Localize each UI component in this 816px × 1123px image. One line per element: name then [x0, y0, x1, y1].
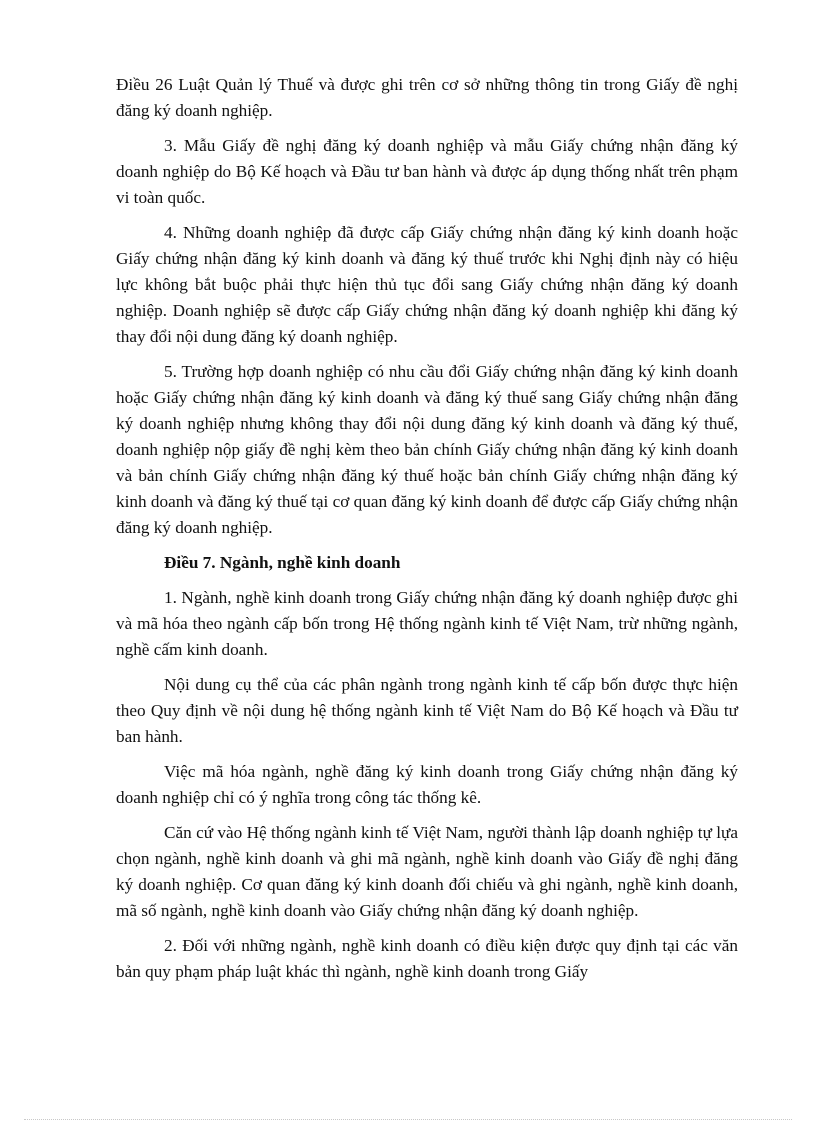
- paragraph-article-7-clause-1: 1. Ngành, nghề kinh doanh trong Giấy chứng nhận đăng ký doanh nghiệp được ghi và mã hóa theo ngành cấp bốn trong Hệ thống ngành kinh tế Việt Nam, trừ những ngành, nghề cấm kinh doanh.: [116, 588, 738, 659]
- paragraph-coding-purpose: Việc mã hóa ngành, nghề đăng ký kinh doanh trong Giấy chứng nhận đăng ký doanh nghiệp chỉ có ý nghĩa trong công tác thống kê.: [116, 762, 738, 807]
- paragraph-clause-4: 4. Những doanh nghiệp đã được cấp Giấy chứng nhận đăng ký kinh doanh hoặc Giấy chứng nhận đăng ký kinh doanh và đăng ký thuế trước khi Nghị định này có hiệu lực không bắt buộc phải thực hiện thủ tục đổi sang Giấy chứng nhận đăng ký doanh nghiệp. Doanh nghiệp sẽ được cấp Giấy chứng nhận đăng ký doanh nghiệp khi đăng ký thay đổi nội dung đăng ký doanh nghiệp.: [116, 223, 738, 346]
- paragraph-founder-selection: Căn cứ vào Hệ thống ngành kinh tế Việt Nam, người thành lập doanh nghiệp tự lựa chọn ngành, nghề kinh doanh và ghi mã ngành, nghề kinh doanh vào Giấy đề nghị đăng ký doanh nghiệp. Cơ quan đăng ký kinh doanh đối chiếu và ghi ngành, nghề kinh doanh, mã số ngành, nghề kinh doanh vào Giấy chứng nhận đăng ký doanh nghiệp.: [116, 823, 738, 920]
- paragraph-continuation: Điều 26 Luật Quản lý Thuế và được ghi trên cơ sở những thông tin trong Giấy đề nghị đăng ký doanh nghiệp.: [116, 75, 738, 120]
- document-body: [116, 72, 738, 994]
- page-bottom-divider: [24, 1119, 792, 1120]
- article-7-heading: Điều 7. Ngành, nghề kinh doanh: [164, 553, 401, 572]
- paragraph-clause-3: 3. Mẫu Giấy đề nghị đăng ký doanh nghiệp và mẫu Giấy chứng nhận đăng ký doanh nghiệp do Bộ Kế hoạch và Đầu tư ban hành và được áp dụng thống nhất trên phạm vi toàn quốc.: [116, 136, 738, 207]
- paragraph-article-7-clause-2: 2. Đối với những ngành, nghề kinh doanh có điều kiện được quy định tại các văn bản quy phạm pháp luật khác thì ngành, nghề kinh doanh trong Giấy: [116, 936, 738, 981]
- paragraph-sub-industry-content: Nội dung cụ thể của các phân ngành trong ngành kinh tế cấp bốn được thực hiện theo Quy định về nội dung hệ thống ngành kinh tế Việt Nam do Bộ Kế hoạch và Đầu tư ban hành.: [116, 675, 738, 746]
- paragraph-clause-5: 5. Trường hợp doanh nghiệp có nhu cầu đổi Giấy chứng nhận đăng ký kinh doanh hoặc Giấy chứng nhận đăng ký kinh doanh và đăng ký thuế sang Giấy chứng nhận đăng ký doanh nghiệp nhưng không thay đổi nội dung đăng ký kinh doanh và đăng ký thuế, doanh nghiệp nộp giấy đề nghị kèm theo bản chính Giấy chứng nhận đăng ký kinh doanh và bản chính Giấy chứng nhận đăng ký thuế hoặc bản chính Giấy chứng nhận đăng ký kinh doanh và đăng ký thuế tại cơ quan đăng ký kinh doanh để được cấp Giấy chứng nhận đăng ký doanh nghiệp.: [116, 362, 738, 537]
